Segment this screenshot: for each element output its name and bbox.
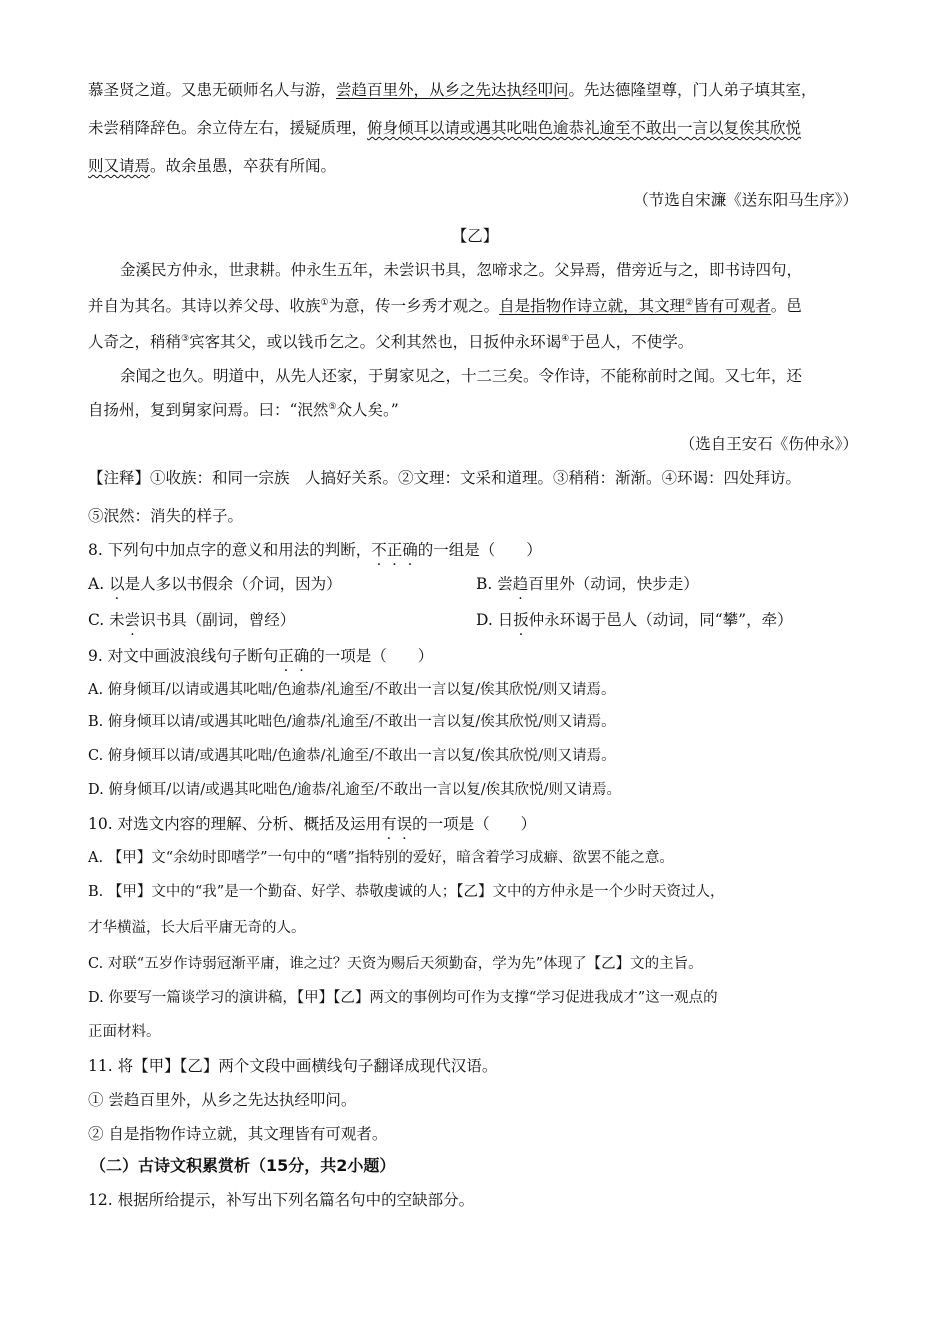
q9-option-d[interactable]: D. 俯身倾耳/以请/或遇其叱咄色/逾恭/礼逾至/不敢出一言以复/俟其欣悦/则又请焉。 — [88, 782, 622, 798]
notes-line-2: ⑤泯然：消失的样子。 — [88, 507, 244, 525]
yi-underlined-sentence: 自是指物作诗立就，其文理②皆有可观者 — [499, 297, 771, 315]
q10-option-b-line-1[interactable]: B. 【甲】文中的“我”是一个勤奋、好学、恭敬虔诚的人；【乙】文中的方仲永是一个少时天资过人， — [88, 884, 725, 900]
jia-line-2: 未尝稍降辞色。余立侍左右，援疑质理，俯身倾耳以请或遇其叱咄色逾恭礼逾至不敢出一言以复俟其欣悦 — [88, 119, 802, 137]
q8-stem: 8. 下列句中加点字的意义和用法的判断，不正确的一组是（ ） — [88, 541, 542, 559]
jia-line-1: 慕圣贤之道。又患无硕师名人与游，尝趋百里外，从乡之先达执经叩问。先达德隆望尊，门人弟子填其室， — [88, 81, 817, 99]
q10-option-c[interactable]: C. 对联“五岁作诗弱冠渐平庸，谁之过？天资为赐后天须勤奋，学为先”体现了【乙】文的主旨。 — [88, 956, 703, 972]
q10-option-b-line-2: 才华横溢，长大后平庸无奇的人。 — [88, 920, 306, 936]
notes-line-1: 【注释】①收族：和同一宗族 人搞好关系。②文理：文采和道理。③稍稍：渐渐。④环谒：四处拜访。 — [88, 469, 802, 487]
q12-stem: 12. 根据所给提示，补写出下列名篇名句中的空缺部分。 — [88, 1191, 475, 1209]
q10-stem: 10. 对选文内容的理解、分析、概括及运用有误的一项是（ ） — [88, 815, 537, 833]
q8-options-row-2 — [88, 610, 862, 630]
q9-option-c[interactable]: C. 俯身倾耳以请/或遇其叱咄/色逾恭/礼逾至/不敢出一言以复/俟其欣悦/则又请焉。 — [88, 748, 616, 764]
q11-sentence-2: ② 自是指物作诗立就，其文理皆有可观者。 — [88, 1125, 388, 1143]
yi-heading: 【乙】 — [451, 227, 499, 245]
jia-line-3: 则又请焉。故余虽愚，卒获有所闻。 — [88, 157, 337, 175]
q9-option-a[interactable]: A. 俯身倾耳/以请或遇其叱咄/色逾恭/礼逾至/不敢出一言以复/俟其欣悦/则又请焉。 — [88, 682, 616, 698]
q8-option-a[interactable]: A. 以是人多以书假余（介词，因为） — [88, 575, 342, 593]
q10-option-d-line-2: 正面材料。 — [88, 1024, 161, 1040]
q8-option-b[interactable]: B. 尝趋百里外（动词，快步走） — [476, 575, 699, 593]
q11-sentence-1: ① 尝趋百里外，从乡之先达执经叩问。 — [88, 1091, 357, 1109]
jia-source: （节选自宋濂《送东阳马生序》） — [633, 191, 858, 209]
yi-p1-line-3: 人奇之，稍稍③宾客其父，或以钱币乞之。父利其然也，日扳仲永环谒④于邑人，不使学。 — [88, 333, 694, 351]
jia-wavy-sentence: 俯身倾耳以请或遇其叱咄色逾恭礼逾至不敢出一言以复俟其欣悦 — [367, 119, 802, 137]
q10-option-d-line-1[interactable]: D. 你要写一篇谈学习的演讲稿，【甲】【乙】两文的事例均可作为支撑“学习促进我成才”这一观点的 — [88, 990, 718, 1006]
q11-stem: 11. 将【甲】【乙】两个文段中画横线句子翻译成现代汉语。 — [88, 1057, 498, 1075]
yi-source: （选自王安石《伤仲永》） — [679, 435, 858, 453]
yi-p2-line-1: 余闻之也久。明道中，从先人还家，于舅家见之，十二三矣。令作诗，不能称前时之闻。又七年，还 — [120, 367, 803, 385]
yi-p1-line-1: 金溪民方仲永，世隶耕。仲永生五年，未尝识书具，忽啼求之。父异焉，借旁近与之，即书诗四句， — [120, 261, 803, 279]
q8-option-d[interactable]: D. 日扳仲永环谒于邑人（动词，同“攀”，牵） — [476, 611, 793, 629]
yi-p1-line-2: 并自为其名。其诗以养父母、收族①为意，传一乡秀才观之。自是指物作诗立就，其文理②皆有可观者。邑 — [88, 297, 802, 315]
q9-stem: 9. 对文中画波浪线句子断句正确的一项是（ ） — [88, 647, 434, 665]
jia-underlined-sentence: 尝趋百里外，从乡之先达执经叩问 — [336, 81, 569, 99]
q8-option-c[interactable]: C. 未尝识书具（副词，曾经） — [88, 611, 296, 629]
q10-option-a[interactable]: A. 【甲】文“余幼时即嗜学”一句中的“嗜”指特别的爱好，暗含着学习成癖、欲罢不能之意。 — [88, 850, 674, 866]
section-2-heading: （二）古诗文积累赏析（15分，共2小题） — [90, 1156, 396, 1175]
q9-option-b[interactable]: B. 俯身倾耳以请/或遇其叱咄色/逾恭/礼逾至/不敢出一言以复/俟其欣悦/则又请焉。 — [88, 714, 616, 730]
yi-p2-line-2: 自扬州，复到舅家问焉。曰：“泯然⑤众人矣。” — [88, 401, 399, 419]
q8-options-row-1 — [88, 574, 862, 594]
